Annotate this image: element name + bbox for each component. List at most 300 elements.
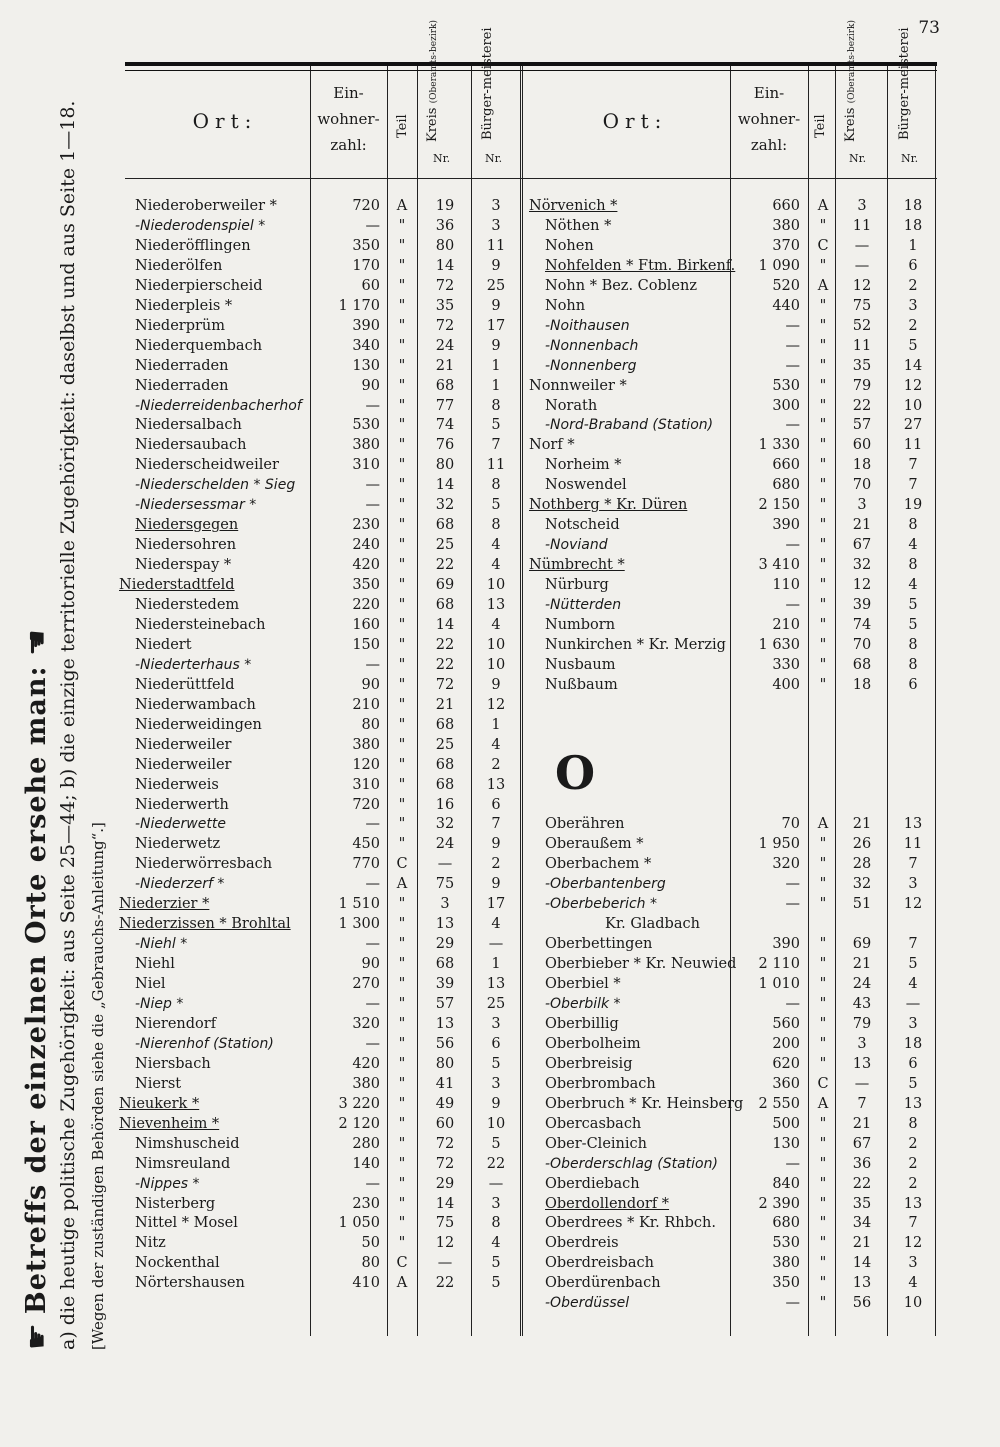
teil-code: ": [819, 936, 827, 953]
table-row: [125, 615, 937, 635]
buergermeisterei-number: 17: [486, 317, 506, 334]
kreis-number: 18: [852, 676, 872, 693]
population: 2 110: [758, 956, 800, 973]
teil-code: ": [819, 1255, 827, 1272]
teil-code: ": [398, 357, 406, 374]
population: 1 950: [758, 836, 800, 853]
teil-code: ": [819, 397, 827, 414]
teil-code: ": [398, 816, 406, 833]
kreis-number: 11: [852, 217, 872, 234]
place-name: -Nonnenberg: [545, 357, 637, 374]
kreis-number: 74: [435, 417, 455, 434]
teil-code: ": [398, 477, 406, 494]
kreis-number: 74: [852, 616, 872, 633]
teil-code: ": [819, 856, 827, 873]
place-name: Nohfelden * Ftm. Birkenf.: [545, 257, 736, 274]
kreis-number: 11: [852, 337, 872, 354]
population: 90: [361, 377, 380, 394]
kreis-number: 34: [852, 1215, 872, 1232]
population: —: [365, 816, 380, 833]
buergermeisterei-number: 18: [903, 217, 923, 234]
place-name: Niederölfen: [135, 257, 223, 274]
population: 2 150: [758, 497, 800, 514]
population: —: [785, 896, 800, 913]
place-name: -Oberbilk *: [545, 996, 621, 1012]
teil-code: ": [398, 796, 406, 813]
place-name: Nohn * Bez. Coblenz: [545, 277, 697, 294]
teil-code: ": [398, 756, 406, 773]
table-row: [125, 1034, 937, 1054]
teil-code: ": [819, 497, 827, 514]
teil-code: ": [398, 616, 406, 633]
buergermeisterei-number: 4: [908, 577, 918, 594]
population: 410: [352, 1275, 380, 1292]
population: 660: [772, 457, 800, 474]
table-row: [125, 874, 937, 894]
kreis-number: 22: [852, 1175, 872, 1192]
buergermeisterei-number: 4: [491, 1235, 501, 1252]
kreis-number: 14: [852, 1255, 872, 1272]
buergermeisterei-number: 4: [491, 557, 501, 574]
place-name: Norf *: [529, 437, 575, 454]
teil-code: ": [398, 417, 406, 434]
kreis-number: 12: [852, 277, 872, 294]
teil-code: ": [398, 716, 406, 733]
table-row: [125, 336, 937, 356]
table-row: [125, 256, 937, 276]
buergermeisterei-number: 18: [903, 198, 923, 214]
teil-code: ": [819, 477, 827, 494]
teil-code: ": [819, 956, 827, 973]
kreis-number: 76: [435, 437, 455, 454]
teil-code: ": [819, 976, 827, 993]
side-note-line3: [Wegen der zuständigen Behörden siehe die „Gebrauchs-Anleitung“.]: [88, 822, 107, 1350]
place-name: -Niehl *: [135, 936, 188, 953]
place-name: Niederprüm: [135, 317, 226, 334]
buergermeisterei-number: 7: [908, 936, 918, 953]
place-name: Niedert: [135, 636, 192, 653]
place-name: Nörvenich *: [529, 198, 618, 214]
teil-code: ": [819, 217, 827, 234]
buergermeisterei-number: 4: [908, 537, 918, 554]
teil-code: ": [398, 437, 406, 454]
teil-code: ": [819, 1175, 827, 1192]
place-name: Oberdreisbach: [545, 1255, 654, 1272]
buergermeisterei-number: 3: [908, 1015, 918, 1032]
kreis-number: 80: [435, 457, 455, 474]
population: 310: [352, 457, 380, 474]
teil-code: ": [398, 1115, 406, 1132]
buergermeisterei-number: 1: [491, 377, 501, 394]
table-row: [125, 675, 937, 695]
table-row: [125, 834, 937, 854]
table-row: [125, 1233, 937, 1253]
place-name: Nürburg: [545, 577, 609, 594]
population: 1 170: [338, 297, 380, 314]
kreis-number: 79: [852, 1015, 872, 1032]
population: 720: [352, 796, 380, 813]
population: 280: [352, 1135, 380, 1152]
buergermeisterei-number: 9: [491, 836, 501, 853]
place-name: Nievenheim *: [119, 1115, 220, 1132]
teil-code: ": [398, 1195, 406, 1212]
population: 320: [352, 1015, 380, 1032]
teil-code: ": [398, 836, 406, 853]
population: 1 510: [338, 896, 380, 913]
place-name: Oberdiebach: [545, 1175, 640, 1192]
buergermeisterei-number: 17: [486, 896, 506, 913]
kreis-number: 79: [852, 377, 872, 394]
population: 3 220: [338, 1095, 380, 1112]
population: 110: [772, 577, 800, 594]
teil-code: ": [819, 297, 827, 314]
place-name: Oberdreis: [545, 1235, 619, 1252]
buergermeisterei-number: 5: [491, 417, 501, 434]
kreis-number: 21: [852, 1235, 872, 1252]
teil-code: ": [398, 636, 406, 653]
population: 1 330: [758, 437, 800, 454]
population: —: [785, 417, 800, 434]
teil-code: ": [398, 656, 406, 673]
population: 530: [352, 417, 380, 434]
table-row: [125, 755, 937, 775]
place-name: Oberbettingen: [545, 936, 653, 953]
kreis-number: 49: [435, 1095, 455, 1112]
buergermeisterei-number: 6: [908, 676, 918, 693]
buergermeisterei-number: 8: [908, 1115, 918, 1132]
buergermeisterei-number: 9: [491, 337, 501, 354]
population: 3 410: [758, 557, 800, 574]
teil-code: ": [819, 1215, 827, 1232]
teil-code: ": [398, 457, 406, 474]
teil-code: ": [819, 557, 827, 574]
buergermeisterei-number: —: [488, 1175, 504, 1192]
table-row: [125, 296, 937, 316]
population: 530: [772, 1235, 800, 1252]
buergermeisterei-number: 3: [908, 1255, 918, 1272]
kreis-number: 12: [435, 1235, 455, 1252]
teil-code: ": [819, 676, 827, 693]
buergermeisterei-number: 3: [491, 198, 501, 214]
population: —: [785, 996, 800, 1012]
kreis-number: 60: [852, 437, 872, 454]
place-name: Nisterberg: [135, 1195, 216, 1212]
table-row: [125, 954, 937, 974]
buergermeisterei-number: 5: [908, 337, 918, 354]
buergermeisterei-number: 7: [908, 457, 918, 474]
table-row: [125, 555, 937, 575]
population: —: [365, 477, 380, 494]
buergermeisterei-number: 2: [908, 1155, 918, 1172]
kreis-number: 72: [435, 317, 455, 334]
buergermeisterei-number: 22: [486, 1155, 506, 1172]
place-name: Nunkirchen * Kr. Merzig: [545, 636, 726, 653]
kreis-number: —: [854, 1075, 870, 1092]
kreis-number: 68: [852, 656, 872, 673]
table-row: [125, 695, 937, 715]
teil-code: ": [819, 996, 827, 1012]
place-name: Oberbiel *: [545, 976, 621, 993]
population: 390: [772, 517, 800, 534]
table-row: [125, 894, 937, 914]
buergermeisterei-number: 5: [491, 497, 501, 514]
teil-code: ": [398, 277, 406, 294]
kreis-number: 21: [435, 696, 455, 713]
population: 400: [772, 676, 800, 693]
buergermeisterei-number: 2: [491, 756, 501, 773]
population: 220: [352, 597, 380, 613]
buergermeisterei-number: 13: [486, 597, 506, 613]
population: 230: [352, 1195, 380, 1212]
buergermeisterei-number: 4: [491, 537, 501, 554]
population: 380: [772, 1255, 800, 1272]
place-name: Niederwörresbach: [135, 856, 273, 873]
place-name: Niederspay *: [135, 557, 232, 574]
place-name: -Niedersessmar *: [135, 497, 257, 514]
population: 720: [352, 198, 380, 214]
buergermeisterei-number: 8: [908, 656, 918, 673]
kreis-number: 21: [435, 357, 455, 374]
table-row: [125, 814, 937, 834]
kreis-number: 35: [435, 297, 455, 314]
buergermeisterei-number: 5: [908, 597, 918, 613]
kreis-number: —: [854, 257, 870, 274]
place-name: Niederraden: [135, 357, 229, 374]
buergermeisterei-number: 19: [903, 497, 923, 514]
buergermeisterei-number: 11: [903, 836, 923, 853]
population: 440: [772, 297, 800, 314]
population: —: [785, 537, 800, 554]
kreis-number: 25: [435, 736, 455, 753]
population: 420: [352, 1055, 380, 1072]
buergermeisterei-number: 10: [903, 397, 923, 414]
population: 200: [772, 1035, 800, 1052]
table-row: [125, 316, 937, 336]
teil-code: A: [396, 876, 408, 893]
kreis-number: 24: [435, 836, 455, 853]
place-name: Niederweis: [135, 776, 219, 793]
place-name: Niederzier *: [119, 896, 210, 913]
buergermeisterei-number: 5: [491, 1255, 501, 1272]
teil-code: ": [398, 1135, 406, 1152]
buergermeisterei-number: 8: [908, 636, 918, 653]
buergermeisterei-number: 10: [486, 656, 506, 673]
place-name: Niederpleis *: [135, 297, 233, 314]
population: 130: [352, 357, 380, 374]
kreis-number: 29: [435, 936, 455, 953]
population: 350: [772, 1275, 800, 1292]
header-ort-right: Ort:: [602, 109, 668, 133]
place-name: Nitz: [135, 1235, 166, 1252]
kreis-number: 75: [435, 876, 455, 893]
teil-code: ": [819, 597, 827, 613]
kreis-number: 52: [852, 317, 872, 334]
place-name: Niederoberweiler *: [135, 198, 277, 214]
kreis-number: —: [437, 856, 453, 873]
table-row: [125, 854, 937, 874]
place-name: Nierendorf: [135, 1015, 217, 1032]
population: 360: [772, 1075, 800, 1092]
teil-code: ": [398, 776, 406, 793]
place-name: Niederscheidweiler: [135, 457, 279, 474]
buergermeisterei-number: 8: [908, 557, 918, 574]
population: 210: [352, 696, 380, 713]
table-row: [125, 1154, 937, 1174]
buergermeisterei-number: 9: [491, 297, 501, 314]
place-name: -Niederreidenbacherhof: [135, 397, 302, 414]
buergermeisterei-number: 27: [903, 417, 923, 434]
kreis-number: 21: [852, 956, 872, 973]
table-row: [125, 1253, 937, 1273]
buergermeisterei-number: 2: [908, 317, 918, 334]
buergermeisterei-number: 8: [491, 517, 501, 534]
population: —: [365, 497, 380, 514]
kreis-number: 3: [440, 896, 450, 913]
buergermeisterei-number: 7: [908, 1215, 918, 1232]
place-name: Nohn: [545, 297, 586, 314]
kreis-number: —: [854, 237, 870, 254]
kreis-number: 3: [857, 1035, 867, 1052]
buergermeisterei-number: 10: [486, 1115, 506, 1132]
teil-code: A: [817, 1095, 829, 1112]
place-name: -Nord-Braband (Station): [545, 417, 714, 434]
kreis-number: 36: [852, 1155, 872, 1172]
population: 160: [352, 616, 380, 633]
population: 90: [361, 956, 380, 973]
table-row: [125, 914, 937, 934]
table-row: [125, 515, 937, 535]
teil-code: ": [398, 1075, 406, 1092]
table-row: [125, 455, 937, 475]
table-row: [125, 475, 937, 495]
teil-code: ": [398, 1215, 406, 1232]
population: 450: [352, 836, 380, 853]
place-name: Nothberg * Kr. Düren: [529, 497, 688, 514]
table-row: [125, 1054, 937, 1074]
teil-code: ": [398, 1055, 406, 1072]
place-name: Nockenthal: [135, 1255, 220, 1272]
buergermeisterei-number: 12: [903, 896, 923, 913]
place-name: Niederquembach: [135, 337, 263, 354]
teil-code: ": [398, 696, 406, 713]
header-teil-left: Teil: [395, 114, 410, 138]
kreis-number: 69: [435, 577, 455, 594]
table-row: [125, 655, 937, 675]
place-name: Nimsreuland: [135, 1155, 231, 1172]
place-name: -Noithausen: [545, 317, 630, 334]
teil-code: ": [398, 1015, 406, 1032]
kreis-number: 22: [435, 557, 455, 574]
population: 680: [772, 1215, 800, 1232]
buergermeisterei-number: 4: [491, 916, 501, 933]
teil-code: ": [819, 1035, 827, 1052]
kreis-number: 68: [435, 597, 455, 613]
population: 120: [352, 756, 380, 773]
teil-code: A: [817, 816, 829, 833]
buergermeisterei-number: 5: [491, 1135, 501, 1152]
side-note: [19, 100, 113, 1350]
place-name: Niederweiler: [135, 736, 232, 753]
kreis-number: 39: [435, 976, 455, 993]
place-name: Niederzissen * Brohltal: [119, 916, 291, 933]
place-name: Norheim *: [545, 457, 622, 474]
kreis-number: 70: [852, 477, 872, 494]
population: 210: [772, 616, 800, 633]
kreis-number: 26: [852, 836, 872, 853]
teil-code: ": [398, 676, 406, 693]
kreis-number: 32: [852, 557, 872, 574]
place-name: Niederpierscheid: [135, 277, 263, 294]
population: 560: [772, 1015, 800, 1032]
buergermeisterei-number: 1: [491, 956, 501, 973]
teil-code: A: [817, 198, 829, 214]
teil-code: C: [396, 856, 408, 873]
side-note-line2: a) die heutige politische Zugehörigkeit: aus Seite 25—44; b) die einzige territorielle Zugehörigkeit: daselbst und aus Seite 1—18.: [56, 100, 79, 1350]
population: —: [365, 656, 380, 673]
header-einwohner-left: Ein- wohner- zahl:: [317, 84, 380, 154]
buergermeisterei-number: 4: [908, 1275, 918, 1292]
population: —: [785, 357, 800, 374]
table-row: [125, 974, 937, 994]
place-name: -Niederschelden * Sieg: [135, 477, 296, 494]
teil-code: ": [398, 1175, 406, 1192]
buergermeisterei-number: 5: [491, 1275, 501, 1292]
table-row: [125, 635, 937, 655]
kreis-number: 14: [435, 1195, 455, 1212]
table-row: [125, 735, 937, 755]
teil-code: ": [398, 1035, 406, 1052]
table-row: [125, 276, 937, 296]
teil-code: ": [819, 1235, 827, 1252]
table-row: [125, 236, 937, 256]
teil-code: ": [819, 337, 827, 354]
place-name: Nohen: [545, 237, 594, 254]
buergermeisterei-number: 1: [491, 357, 501, 374]
teil-code: C: [817, 1075, 829, 1092]
kreis-number: 39: [852, 597, 872, 613]
buergermeisterei-number: 13: [486, 776, 506, 793]
buergermeisterei-number: 1: [491, 716, 501, 733]
kreis-number: 80: [435, 1055, 455, 1072]
population: 2 120: [338, 1115, 380, 1132]
kreis-number: 35: [852, 1195, 872, 1212]
teil-code: ": [819, 656, 827, 673]
buergermeisterei-number: 4: [491, 616, 501, 633]
kreis-number: 3: [857, 497, 867, 514]
place-name: Nörtershausen: [135, 1275, 245, 1292]
table-row: [125, 934, 937, 954]
teil-code: ": [819, 1015, 827, 1032]
population: 420: [352, 557, 380, 574]
population: 390: [352, 317, 380, 334]
teil-code: ": [398, 257, 406, 274]
buergermeisterei-number: 6: [908, 257, 918, 274]
population: 380: [352, 437, 380, 454]
buergermeisterei-number: 2: [908, 277, 918, 294]
buergermeisterei-number: 9: [491, 1095, 501, 1112]
teil-code: ": [819, 896, 827, 913]
place-name: Niederstadtfeld: [119, 577, 235, 594]
place-name: Norath: [545, 397, 598, 414]
teil-code: ": [398, 1235, 406, 1252]
teil-code: ": [819, 1055, 827, 1072]
kreis-number: 19: [435, 198, 455, 214]
teil-code: ": [819, 537, 827, 554]
population: 2 550: [758, 1095, 800, 1112]
buergermeisterei-number: 13: [903, 1095, 923, 1112]
population: —: [785, 876, 800, 893]
table-row: [125, 1094, 937, 1114]
